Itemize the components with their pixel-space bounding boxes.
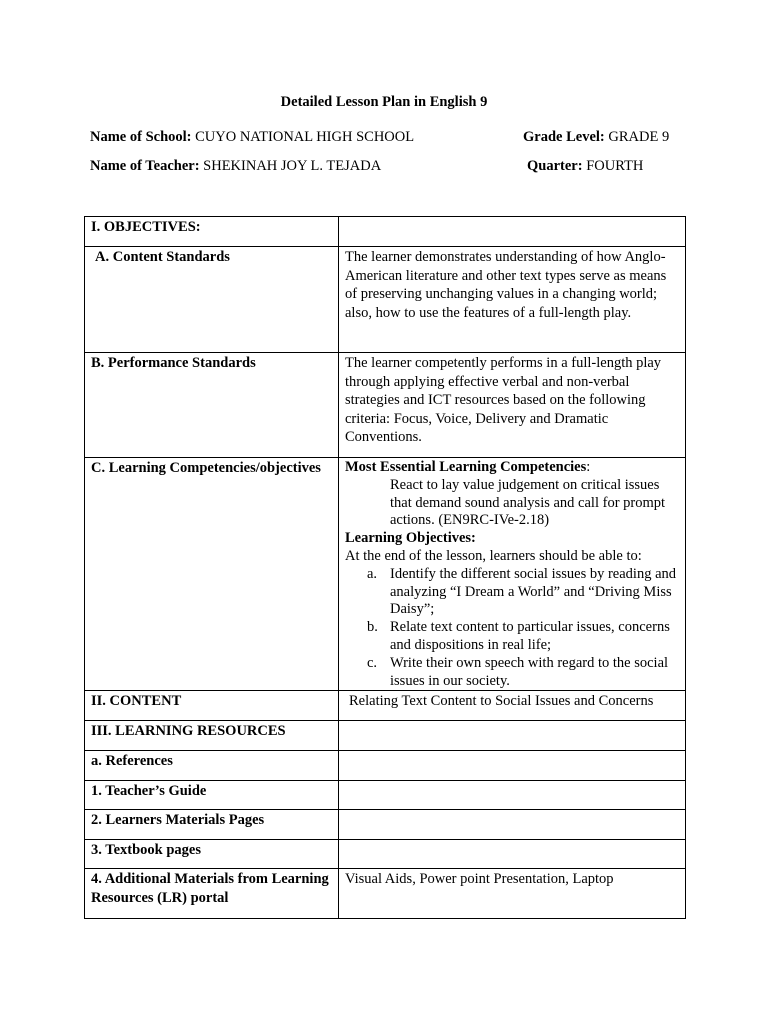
table-row xyxy=(85,217,686,247)
list-item xyxy=(345,655,679,691)
lesson-plan-table xyxy=(84,216,686,919)
content-standards-text: The learner demonstrates understanding of how Anglo-American literature and other text types serve as means of preserving unchanging values in a changing world; also, how to use the features of a full-length play. xyxy=(339,247,686,353)
list-marker: a. xyxy=(367,565,378,582)
quarter-value: FOURTH xyxy=(582,158,644,174)
teacher-line xyxy=(90,158,381,175)
melc-colon: : xyxy=(586,459,591,475)
lo-heading: Learning Objectives: xyxy=(345,530,476,547)
textbook-label: 3. Textbook pages xyxy=(85,840,339,869)
quarter-label: Quarter: xyxy=(527,158,583,174)
table-row xyxy=(85,781,686,810)
grade-value: GRADE 9 xyxy=(604,129,670,145)
melc-heading: Most Essential Learning Competencies xyxy=(345,459,587,475)
list-item xyxy=(345,566,679,619)
teacher-value: SHEKINAH JOY L. TEJADA xyxy=(199,158,382,174)
table-row xyxy=(85,810,686,840)
resources-value xyxy=(339,721,686,751)
performance-standards-text: The learner competently performs in a full-length play through applying effective verbal and non-verbal strategies and ICT resources based on the following criteria: Focus, Voice, Delivery and Dramatic Conventions. xyxy=(339,353,686,458)
teachers-guide-value xyxy=(339,781,686,810)
references-label: a. References xyxy=(85,751,339,781)
performance-standards-label: B. Performance Standards xyxy=(85,353,339,458)
resources-label: III. LEARNING RESOURCES xyxy=(85,721,339,751)
additional-materials-text: Visual Aids, Power point Presentation, Laptop xyxy=(339,869,686,919)
additional-materials-label: 4. Additional Materials from Learning Resources (LR) portal xyxy=(85,869,339,919)
page-title: Detailed Lesson Plan in English 9 xyxy=(280,94,488,110)
melc-text: React to lay value judgement on critical issues that demand sound analysis and call for prompt actions. (EN9RC-IVe-2.18) xyxy=(390,476,666,529)
grade-line xyxy=(523,129,669,146)
lo-intro: At the end of the lesson, learners should be able to: xyxy=(345,547,642,564)
content-text: Relating Text Content to Social Issues and Concerns xyxy=(339,691,686,721)
objectives-label: I. OBJECTIVES: xyxy=(85,217,339,247)
table-row xyxy=(85,869,686,919)
school-label: Name of School: xyxy=(90,129,192,145)
table-row xyxy=(85,751,686,781)
list-text: Relate text content to particular issues, concerns and dispositions in real life; xyxy=(390,619,670,653)
competencies-cell xyxy=(339,458,686,691)
table-row xyxy=(85,721,686,751)
objectives-value xyxy=(339,217,686,247)
list-item xyxy=(345,619,679,655)
content-standards-label: A. Content Standards xyxy=(85,247,339,353)
list-text: Write their own speech with regard to the social issues in our society. xyxy=(390,654,669,689)
table-row xyxy=(85,353,686,458)
table-row xyxy=(85,247,686,353)
teacher-label: Name of Teacher: xyxy=(90,158,200,174)
references-value xyxy=(339,751,686,781)
table-row xyxy=(85,691,686,721)
school-value: CUYO NATIONAL HIGH SCHOOL xyxy=(191,129,415,145)
list-marker: b. xyxy=(367,619,378,636)
learners-materials-value xyxy=(339,810,686,840)
list-text: Identify the different social issues by reading and analyzing “I Dream a World” and “Driving Miss Daisy”; xyxy=(390,565,677,618)
grade-label: Grade Level: xyxy=(523,129,605,145)
list-marker: c. xyxy=(367,654,378,671)
lo-list xyxy=(345,566,679,691)
teachers-guide-label: 1. Teacher’s Guide xyxy=(85,781,339,810)
learners-materials-label: 2. Learners Materials Pages xyxy=(85,810,339,840)
melc-heading-line xyxy=(345,459,679,477)
table-row xyxy=(85,840,686,869)
table-row xyxy=(85,458,686,691)
school-line xyxy=(90,129,414,146)
content-label: II. CONTENT xyxy=(85,691,339,721)
textbook-value xyxy=(339,840,686,869)
quarter-line xyxy=(527,158,643,175)
competencies-label: C. Learning Competencies/objectives xyxy=(85,458,339,691)
